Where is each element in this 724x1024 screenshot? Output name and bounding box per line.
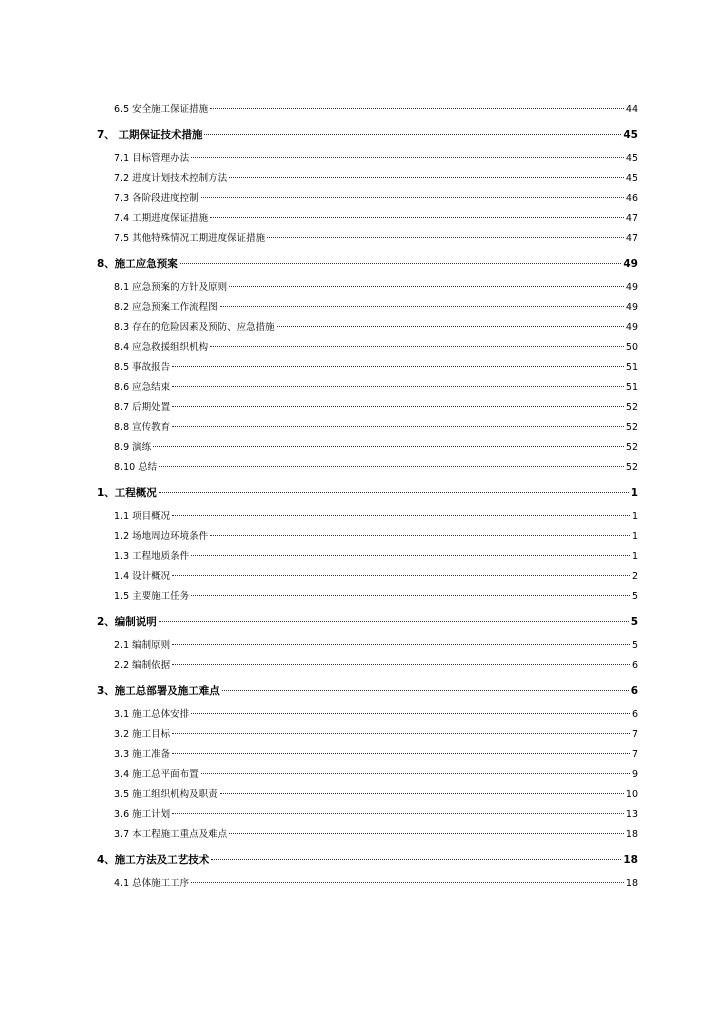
toc-entry-page: 52 bbox=[625, 402, 638, 413]
dot-leader bbox=[204, 134, 621, 135]
toc-entry[interactable] bbox=[97, 705, 638, 725]
toc-entry-label: 3.3 施工准备 bbox=[114, 749, 171, 760]
dot-leader bbox=[172, 813, 624, 814]
toc-heading-page: 5 bbox=[630, 616, 638, 628]
dot-leader bbox=[211, 859, 621, 860]
toc-entry-page: 50 bbox=[625, 342, 638, 353]
toc-entry-label: 2.2 编制依据 bbox=[114, 660, 171, 671]
dot-leader bbox=[159, 492, 629, 493]
toc-heading-page: 49 bbox=[623, 258, 638, 270]
toc-entry-label: 8.2 应急预案工作流程图 bbox=[114, 302, 218, 313]
toc-entry-page: 47 bbox=[625, 213, 638, 224]
toc-entry-page: 1 bbox=[631, 551, 638, 562]
dot-leader bbox=[277, 326, 624, 327]
toc-entry[interactable] bbox=[97, 745, 638, 765]
dot-leader bbox=[229, 833, 624, 834]
dot-leader bbox=[201, 197, 624, 198]
toc-entry[interactable] bbox=[97, 656, 638, 676]
toc-entry[interactable] bbox=[97, 805, 638, 825]
toc-entry-label: 4.1 总体施工工序 bbox=[114, 878, 190, 889]
dot-leader bbox=[172, 366, 624, 367]
toc-entry-page: 51 bbox=[625, 382, 638, 393]
toc-entry-label: 1.5 主要施工任务 bbox=[114, 591, 190, 602]
toc-heading-label: 8、施工应急预案 bbox=[97, 258, 178, 270]
toc-heading[interactable] bbox=[97, 125, 638, 145]
dot-leader bbox=[191, 157, 624, 158]
toc-entry[interactable] bbox=[97, 318, 638, 338]
toc-entry[interactable] bbox=[97, 229, 638, 249]
toc-entry-label: 6.5 安全施工保证措施 bbox=[114, 104, 209, 115]
toc-entry-page: 47 bbox=[625, 233, 638, 244]
dot-leader bbox=[172, 406, 624, 407]
toc-entry[interactable] bbox=[97, 418, 638, 438]
toc-entry[interactable] bbox=[97, 527, 638, 547]
toc-entry-label: 3.4 施工总平面布置 bbox=[114, 769, 199, 780]
dot-leader bbox=[153, 446, 624, 447]
toc-entry[interactable] bbox=[97, 458, 638, 478]
toc-entry-page: 51 bbox=[625, 362, 638, 373]
toc-entry-label: 1.2 场地周边环境条件 bbox=[114, 531, 209, 542]
toc-entry-label: 3.6 施工计划 bbox=[114, 809, 171, 820]
dot-leader bbox=[220, 793, 624, 794]
toc-entry-page: 18 bbox=[625, 878, 638, 889]
toc-heading-label: 2、编制说明 bbox=[97, 616, 157, 628]
toc-entry-page: 6 bbox=[631, 660, 638, 671]
dot-leader bbox=[172, 644, 630, 645]
toc-entry-label: 3.5 施工组织机构及职责 bbox=[114, 789, 218, 800]
toc-entry-page: 45 bbox=[625, 153, 638, 164]
toc-entry-page: 52 bbox=[625, 422, 638, 433]
toc-entry[interactable] bbox=[97, 725, 638, 745]
toc-entry[interactable] bbox=[97, 398, 638, 418]
dot-leader bbox=[172, 386, 624, 387]
toc-heading-label: 4、施工方法及工艺技术 bbox=[97, 854, 210, 866]
dot-leader bbox=[191, 595, 630, 596]
toc-entry[interactable] bbox=[97, 100, 638, 120]
toc-entry-label: 8.4 应急救援组织机构 bbox=[114, 342, 209, 353]
toc-entry-label: 8.7 后期处置 bbox=[114, 402, 171, 413]
toc-entry-page: 46 bbox=[625, 193, 638, 204]
dot-leader bbox=[172, 664, 630, 665]
toc-entry[interactable] bbox=[97, 547, 638, 567]
toc-entry-label: 7.2 进度计划技术控制方法 bbox=[114, 173, 228, 184]
toc-entry-page: 45 bbox=[625, 173, 638, 184]
toc-entry-label: 7.4 工期进度保证措施 bbox=[114, 213, 209, 224]
dot-leader bbox=[191, 882, 624, 883]
toc-entry-label: 8.10 总结 bbox=[114, 462, 158, 473]
table-of-contents bbox=[97, 100, 638, 894]
toc-entry-page: 1 bbox=[631, 511, 638, 522]
toc-entry[interactable] bbox=[97, 587, 638, 607]
dot-leader bbox=[229, 177, 624, 178]
toc-entry-label: 7.1 目标管理办法 bbox=[114, 153, 190, 164]
toc-entry-label: 8.9 演练 bbox=[114, 442, 152, 453]
dot-leader bbox=[191, 555, 630, 556]
dot-leader bbox=[191, 713, 630, 714]
toc-entry-label: 2.1 编制原则 bbox=[114, 640, 171, 651]
dot-leader bbox=[201, 773, 630, 774]
toc-entry-label: 1.3 工程地质条件 bbox=[114, 551, 190, 562]
toc-entry-page: 5 bbox=[631, 591, 638, 602]
toc-entry-page: 49 bbox=[625, 322, 638, 333]
toc-heading[interactable] bbox=[97, 254, 638, 274]
toc-entry[interactable] bbox=[97, 765, 638, 785]
dot-leader bbox=[172, 426, 624, 427]
dot-leader bbox=[172, 753, 630, 754]
dot-leader bbox=[210, 535, 630, 536]
toc-heading-label: 1、工程概况 bbox=[97, 487, 157, 499]
toc-entry[interactable] bbox=[97, 149, 638, 169]
toc-heading-page: 45 bbox=[623, 129, 638, 141]
dot-leader bbox=[222, 690, 629, 691]
toc-entry[interactable] bbox=[97, 378, 638, 398]
toc-entry[interactable] bbox=[97, 169, 638, 189]
toc-heading-page: 6 bbox=[630, 685, 638, 697]
dot-leader bbox=[172, 733, 630, 734]
toc-entry[interactable] bbox=[97, 438, 638, 458]
toc-entry[interactable] bbox=[97, 189, 638, 209]
toc-entry-label: 7.3 各阶段进度控制 bbox=[114, 193, 199, 204]
toc-heading[interactable] bbox=[97, 850, 638, 870]
toc-entry-page: 49 bbox=[625, 282, 638, 293]
toc-entry-page: 18 bbox=[625, 829, 638, 840]
toc-entry-label: 1.1 项目概况 bbox=[114, 511, 171, 522]
toc-entry-label: 8.1 应急预案的方针及原则 bbox=[114, 282, 228, 293]
toc-entry-page: 7 bbox=[631, 749, 638, 760]
dot-leader bbox=[210, 346, 624, 347]
toc-entry[interactable] bbox=[97, 338, 638, 358]
toc-entry-label: 3.7 本工程施工重点及难点 bbox=[114, 829, 228, 840]
toc-heading-page: 1 bbox=[630, 487, 638, 499]
dot-leader bbox=[159, 621, 629, 622]
toc-entry[interactable] bbox=[97, 278, 638, 298]
toc-entry-page: 52 bbox=[625, 462, 638, 473]
toc-entry[interactable] bbox=[97, 785, 638, 805]
toc-entry[interactable] bbox=[97, 874, 638, 894]
toc-heading[interactable] bbox=[97, 681, 638, 701]
dot-leader bbox=[210, 108, 624, 109]
toc-entry-page: 5 bbox=[631, 640, 638, 651]
dot-leader bbox=[180, 263, 622, 264]
toc-entry-label: 1.4 设计概况 bbox=[114, 571, 171, 582]
toc-entry-label: 7.5 其他特殊情况工期进度保证措施 bbox=[114, 233, 266, 244]
dot-leader bbox=[210, 217, 624, 218]
dot-leader bbox=[229, 286, 624, 287]
toc-entry[interactable] bbox=[97, 298, 638, 318]
toc-entry-label: 3.1 施工总体安排 bbox=[114, 709, 190, 720]
toc-entry[interactable] bbox=[97, 636, 638, 656]
toc-entry-label: 8.5 事故报告 bbox=[114, 362, 171, 373]
toc-heading-page: 18 bbox=[623, 854, 638, 866]
toc-heading-label: 3、施工总部署及施工难点 bbox=[97, 685, 220, 697]
toc-entry[interactable] bbox=[97, 358, 638, 378]
toc-entry[interactable] bbox=[97, 209, 638, 229]
toc-entry[interactable] bbox=[97, 567, 638, 587]
toc-heading-label: 7、 工期保证技术措施 bbox=[97, 129, 203, 141]
toc-entry-page: 44 bbox=[625, 104, 638, 115]
toc-entry[interactable] bbox=[97, 825, 638, 845]
toc-entry-page: 2 bbox=[631, 571, 638, 582]
dot-leader bbox=[159, 466, 624, 467]
toc-entry-page: 52 bbox=[625, 442, 638, 453]
toc-entry-page: 10 bbox=[625, 789, 638, 800]
toc-entry-page: 13 bbox=[625, 809, 638, 820]
toc-entry-page: 1 bbox=[631, 531, 638, 542]
toc-entry-label: 8.3 存在的危险因素及预防、应急措施 bbox=[114, 322, 275, 333]
toc-entry-page: 9 bbox=[631, 769, 638, 780]
toc-entry[interactable] bbox=[97, 507, 638, 527]
toc-entry-page: 7 bbox=[631, 729, 638, 740]
toc-entry-label: 8.6 应急结束 bbox=[114, 382, 171, 393]
toc-heading[interactable] bbox=[97, 612, 638, 632]
dot-leader bbox=[220, 306, 624, 307]
toc-entry-label: 3.2 施工目标 bbox=[114, 729, 171, 740]
dot-leader bbox=[172, 515, 630, 516]
toc-entry-page: 49 bbox=[625, 302, 638, 313]
toc-heading[interactable] bbox=[97, 483, 638, 503]
dot-leader bbox=[172, 575, 630, 576]
toc-entry-label: 8.8 宣传教育 bbox=[114, 422, 171, 433]
dot-leader bbox=[267, 237, 624, 238]
toc-entry-page: 6 bbox=[631, 709, 638, 720]
